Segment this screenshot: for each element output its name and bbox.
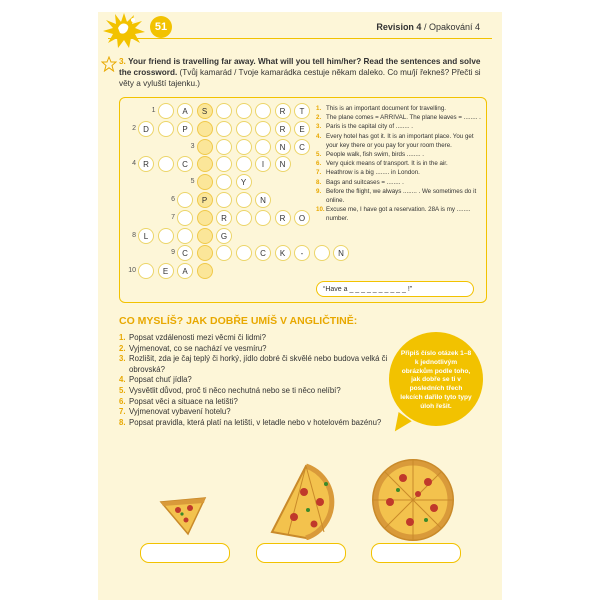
clue-number: 9.: [316, 187, 322, 195]
crossword-key-cell[interactable]: [197, 245, 213, 261]
crossword-cell[interactable]: E: [294, 121, 310, 137]
crossword-cell[interactable]: -: [294, 245, 310, 261]
question-text: Popsat vzdálenosti mezi věcmi či lidmi?: [129, 333, 266, 342]
crossword-cell[interactable]: A: [177, 263, 193, 279]
question-item: [119, 386, 394, 397]
clue-number: 1.: [316, 105, 322, 112]
speech-bubble: Připiš číslo otázek 1–8 k jednotlivým obrázkům podle toho, jak dobře se ti v posledních třech lekcích dařilo tyto typy úloh řešit.: [389, 332, 483, 426]
question-text: Vyjmenovat, co se nachází ve vesmíru?: [129, 343, 267, 353]
crossword-cell[interactable]: [236, 139, 252, 155]
half-pizza-image: [264, 462, 344, 540]
exercise-instructions: [119, 56, 484, 89]
crossword-key-cell[interactable]: [197, 174, 213, 190]
crossword-cell[interactable]: R: [216, 210, 232, 226]
crossword-row-number: 7: [171, 213, 175, 221]
question-text: Popsat pravidla, která platí na letišti, v letadle nebo v hotelovém bazénu?: [129, 417, 382, 427]
crossword-row-number: 3: [190, 142, 195, 150]
clue-text: Before the flight, we always ........ . We sometimes do it online.: [326, 187, 477, 205]
crossword-cell[interactable]: [236, 156, 252, 172]
crossword-cell[interactable]: [255, 210, 271, 226]
crossword-row-number: 5: [190, 178, 195, 186]
question-number: 5.: [119, 385, 126, 395]
crossword-cell[interactable]: [236, 210, 252, 226]
crossword-cell[interactable]: A: [177, 103, 193, 119]
clue-item: [316, 159, 484, 168]
crossword-cell[interactable]: C: [177, 245, 193, 261]
crossword-cell[interactable]: R: [275, 210, 291, 226]
question-item: [119, 418, 394, 429]
clue-text: Every hotel has got it. It is an important place. You get your key there or you pay for your room there.: [326, 132, 474, 149]
crossword-cell[interactable]: C: [177, 156, 193, 172]
question-item: [119, 354, 394, 375]
crossword-key-cell[interactable]: [197, 263, 213, 279]
crossword-cell[interactable]: [236, 192, 252, 208]
question-text: Rozlišit, zda je čaj teplý či horký, jídlo dobré či skvělé nebo budova velká či obrovská?: [129, 354, 388, 374]
question-number: 7.: [119, 407, 126, 417]
crossword-row-number: 10: [128, 267, 136, 275]
clue-list: [316, 104, 484, 224]
question-text: Vysvětlit důvod, proč ti něco nechutná nebo se ti něco nelíbí?: [129, 385, 341, 395]
crossword-cell[interactable]: [236, 121, 252, 137]
header-rule: [108, 38, 492, 39]
question-number: 2.: [119, 343, 126, 353]
question-text: Popsat chuť jídla?: [129, 375, 192, 385]
crossword-row-number: 2: [132, 124, 136, 132]
exercise-title-czech: (Tvůj kamarád / Tvoje kamarádka cestuje někam daleko. Co mu/jí řekneš? Přečti si věty a vyluští tajenku.): [119, 68, 481, 88]
crossword-cell[interactable]: [314, 245, 330, 261]
crossword-cell[interactable]: [255, 139, 271, 155]
crossword-cell[interactable]: R: [138, 156, 154, 172]
crossword-row-number: 6: [171, 196, 175, 203]
clue-item: [316, 178, 484, 187]
clue-item: [316, 113, 484, 122]
crossword-cell[interactable]: [177, 192, 193, 208]
question-text: Vyjmenovat vybavení hotelu?: [129, 407, 231, 417]
crossword-cell[interactable]: [255, 103, 271, 119]
paint-splat-logo: [102, 10, 146, 50]
question-text: Popsat věci a situace na letišti?: [129, 396, 238, 406]
crossword-key-cell[interactable]: [197, 121, 213, 137]
question-number: 4.: [119, 375, 126, 385]
clue-text: Excuse me, I have got a reservation. 28A is my ........ number.: [326, 206, 471, 223]
crossword-cell[interactable]: C: [255, 245, 271, 261]
header-bold: Revision 4: [376, 22, 422, 32]
self-assessment-title: CO MYSLÍŠ? JAK DOBŘE UMÍŠ V ANGLIČTINĚ:: [119, 315, 358, 327]
clue-text: This is an important document for travelling.: [326, 105, 447, 112]
clue-item: [316, 132, 484, 150]
clue-item: [316, 150, 484, 159]
crossword-cell[interactable]: [216, 103, 232, 119]
question-number: 3.: [119, 354, 126, 364]
crossword-cell[interactable]: [216, 192, 232, 208]
star-icon: [101, 56, 117, 72]
clue-text: People walk, fish swim, birds ........ .: [326, 151, 424, 159]
clue-number: 2.: [316, 114, 322, 122]
crossword-cell[interactable]: [216, 121, 232, 137]
crossword-cell[interactable]: [216, 139, 232, 155]
crossword-cell[interactable]: [255, 121, 271, 137]
crossword-cell[interactable]: [236, 103, 252, 119]
question-item: [119, 333, 394, 344]
crossword-cell[interactable]: R: [275, 121, 291, 137]
crossword-key-cell[interactable]: P: [197, 192, 213, 208]
crossword-cell[interactable]: [158, 121, 174, 137]
running-header: [376, 22, 480, 32]
crossword-cell[interactable]: N: [255, 192, 271, 208]
clue-number: 4.: [316, 132, 322, 140]
crossword-cell[interactable]: T: [294, 103, 310, 119]
secret-answer-field[interactable]: “Have a _ _ _ _ _ _ _ _ _ _ !”: [316, 281, 474, 297]
crossword-cell[interactable]: N: [275, 156, 291, 172]
clue-number: 5.: [316, 151, 322, 159]
whole-pizza-image: [368, 458, 458, 542]
clue-text: Paris is the capital city of ........ .: [326, 123, 413, 131]
clue-number: 10.: [316, 206, 325, 214]
crossword-cell[interactable]: N: [333, 245, 349, 261]
crossword-cell[interactable]: [177, 210, 193, 226]
clue-number: 7.: [316, 169, 322, 177]
crossword-cell[interactable]: [158, 103, 174, 119]
clue-item: [316, 168, 484, 177]
question-number: 8.: [119, 417, 126, 427]
pizza-slice-image: [158, 496, 208, 536]
crossword-cell[interactable]: I: [255, 156, 271, 172]
clue-number: 3.: [316, 123, 322, 131]
question-item: [119, 375, 394, 386]
exercise-title-english: Your friend is travelling far away. What will you tell him/her? Read the sentences and solve the crossword.: [119, 57, 481, 77]
page-number: 51: [150, 16, 172, 38]
crossword-row-number: 9: [171, 249, 175, 257]
crossword-cell[interactable]: O: [294, 210, 310, 226]
crossword-key-cell[interactable]: S: [197, 103, 213, 119]
answer-field-2[interactable]: [256, 543, 346, 563]
crossword-key-cell[interactable]: [197, 156, 213, 172]
crossword-cell[interactable]: C: [294, 139, 310, 155]
crossword-cell[interactable]: G: [216, 228, 232, 244]
clue-text: Heathrow is a big ........ in London.: [326, 169, 420, 177]
question-item: [119, 407, 394, 418]
exercise-number: 3.: [119, 57, 126, 66]
clue-item: [316, 205, 484, 223]
question-number: 1.: [119, 333, 126, 342]
crossword-cell[interactable]: K: [275, 245, 291, 261]
self-assessment-questions: [119, 333, 394, 428]
crossword-row-number: 4: [132, 160, 136, 168]
crossword-row-number: 1: [151, 107, 156, 114]
crossword-cell[interactable]: [158, 228, 174, 244]
question-number: 6.: [119, 396, 126, 406]
answer-field-3[interactable]: [371, 543, 461, 563]
clue-item: [316, 187, 484, 205]
crossword-cell[interactable]: P: [177, 121, 193, 137]
clue-number: 8.: [316, 178, 322, 186]
clue-number: 6.: [316, 160, 322, 168]
crossword-cell[interactable]: E: [158, 263, 174, 279]
crossword-cell[interactable]: R: [275, 103, 291, 119]
clue-text: Very quick means of transport. It is in the air.: [326, 160, 448, 168]
answer-field-1[interactable]: [140, 543, 230, 563]
crossword-cell[interactable]: N: [275, 139, 291, 155]
crossword-cell[interactable]: [236, 245, 252, 261]
clue-item: [316, 104, 484, 113]
header-rest: / Opakování 4: [421, 22, 480, 32]
crossword-cell[interactable]: [158, 156, 174, 172]
crossword-cell[interactable]: [177, 228, 193, 244]
clue-text: Bags and suitcases = ........ .: [326, 178, 404, 186]
crossword-cell[interactable]: Y: [236, 174, 252, 190]
question-item: [119, 397, 394, 408]
clue-item: [316, 122, 484, 131]
crossword-key-cell[interactable]: [197, 228, 213, 244]
crossword-row-number: 8: [132, 231, 136, 239]
question-item: [119, 344, 394, 355]
crossword-key-cell[interactable]: [197, 210, 213, 226]
crossword-key-cell[interactable]: [197, 139, 213, 155]
clue-text: The plane comes = ARRIVAL. The plane leaves = ........ .: [326, 114, 481, 122]
crossword-cell[interactable]: D: [138, 121, 154, 137]
crossword-cell[interactable]: L: [138, 228, 154, 244]
